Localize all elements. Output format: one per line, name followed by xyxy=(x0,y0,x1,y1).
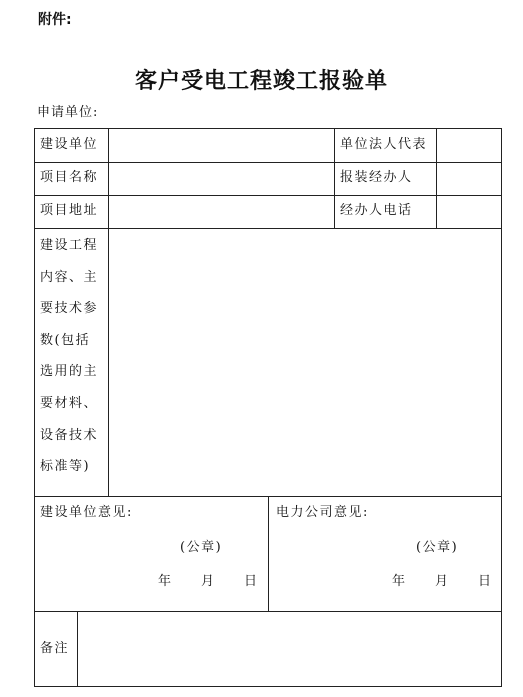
construction-seal-label: (公章) xyxy=(180,540,223,555)
power-opinion-label: 电力公司意见: xyxy=(276,505,369,520)
content-label-line: 数(包括 xyxy=(40,332,91,348)
content-label xyxy=(40,238,98,491)
project-name-label: 项目名称 xyxy=(40,170,99,185)
row-divider xyxy=(34,228,502,229)
column-divider xyxy=(334,128,335,228)
row-divider xyxy=(34,162,502,163)
handler-phone-label: 经办人电话 xyxy=(340,203,413,218)
applicant-label: 申请单位: xyxy=(37,105,99,120)
row-divider xyxy=(34,611,502,612)
column-divider xyxy=(77,611,78,687)
page-title: 客户受电工程竣工报验单 xyxy=(134,68,388,94)
construction-opinion-label: 建设单位意见: xyxy=(40,505,133,520)
content-label-line: 要材料、 xyxy=(40,395,99,411)
content-label-line: 建设工程 xyxy=(40,238,99,253)
column-divider xyxy=(108,128,109,496)
content-label-line: 要技术参 xyxy=(40,301,99,317)
column-divider xyxy=(268,496,269,611)
attachment-label: 附件: xyxy=(38,12,72,28)
row-divider xyxy=(34,195,502,196)
power-seal-label: (公章) xyxy=(416,540,459,555)
power-day-label: 日 xyxy=(478,574,493,589)
construction-year-label: 年 xyxy=(158,574,173,589)
content-label-line: 标准等) xyxy=(40,459,91,475)
legal-representative-label: 单位法人代表 xyxy=(340,137,428,152)
content-label-line: 内容、主 xyxy=(40,269,99,285)
column-divider xyxy=(436,128,437,228)
handler-label: 报装经办人 xyxy=(340,170,413,185)
remarks-label: 备注 xyxy=(40,641,70,656)
construction-unit-label: 建设单位 xyxy=(40,137,99,152)
content-label-line: 选用的主 xyxy=(40,364,99,380)
construction-day-label: 日 xyxy=(244,574,259,589)
power-month-label: 月 xyxy=(435,574,450,589)
construction-month-label: 月 xyxy=(201,574,216,589)
project-address-label: 项目地址 xyxy=(40,203,99,218)
content-label-line: 设备技术 xyxy=(40,427,99,443)
power-year-label: 年 xyxy=(392,574,407,589)
